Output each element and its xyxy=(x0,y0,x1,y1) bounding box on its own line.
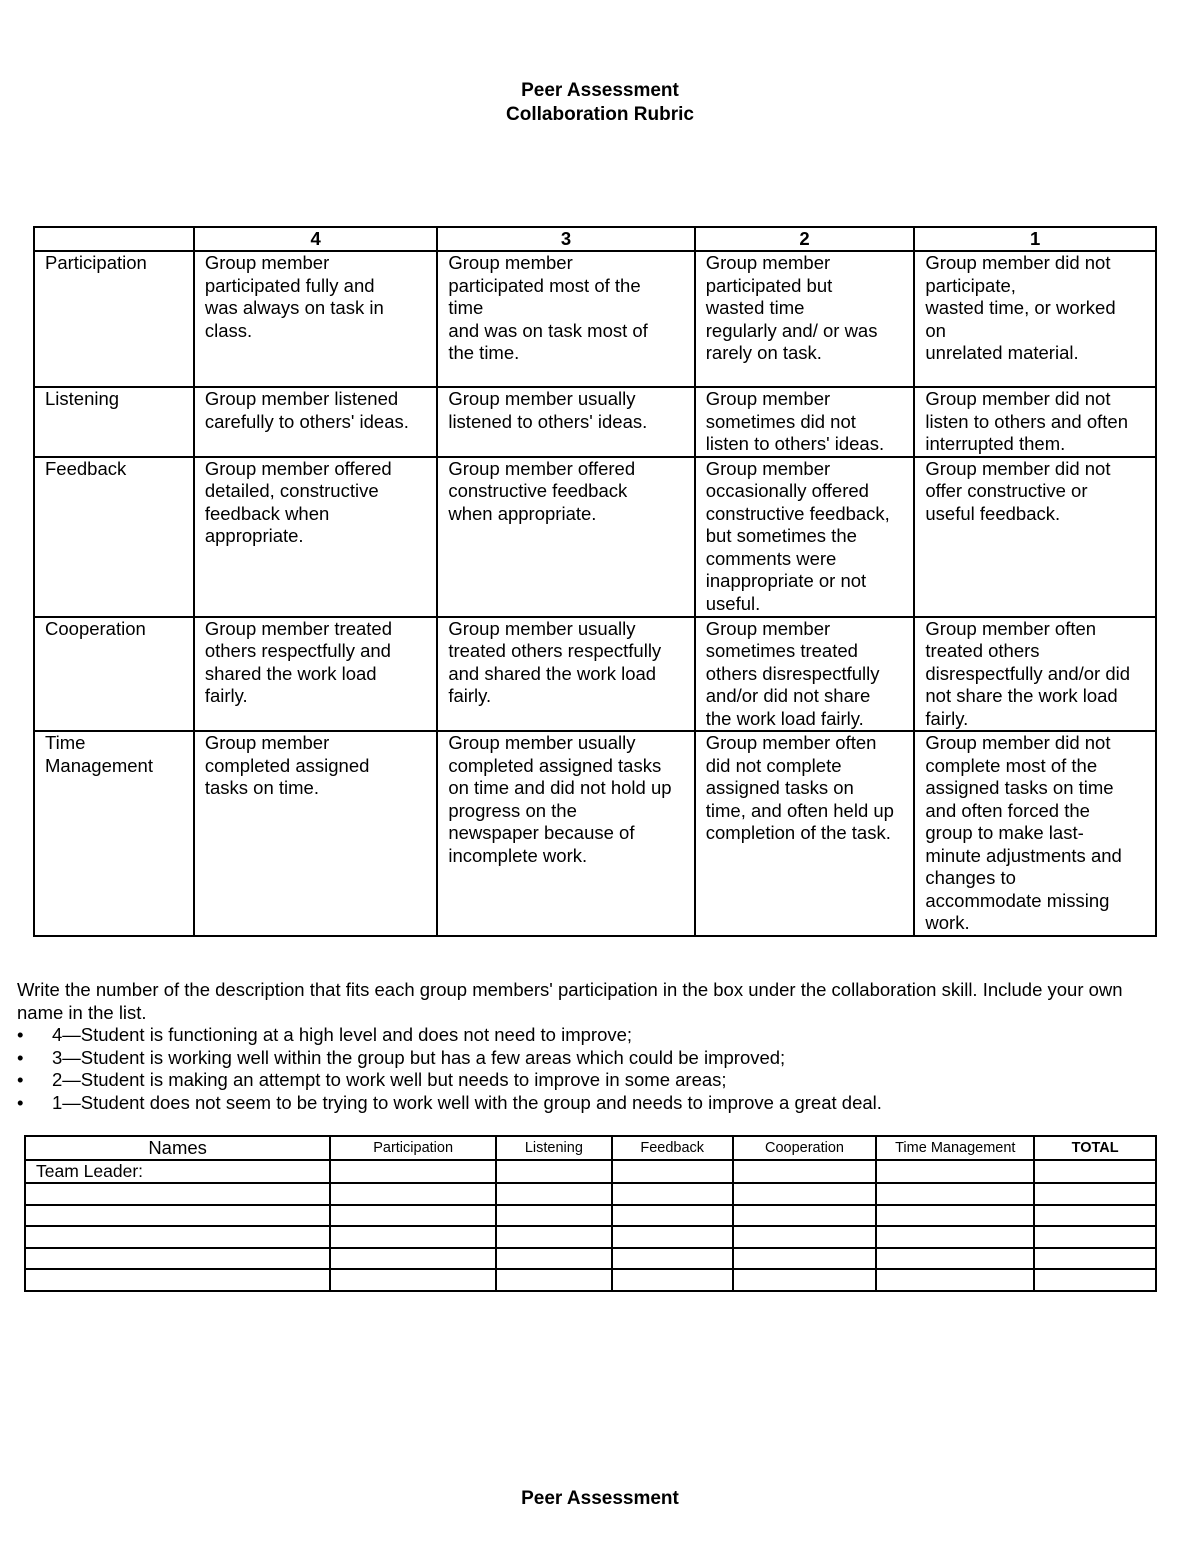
rubric-criterion: Cooperation xyxy=(34,617,194,732)
list-item-text: 3—Student is working well within the group but has a few areas which could be improved; xyxy=(52,1046,786,1068)
rubric-table xyxy=(33,226,1157,937)
page-footer-title: Peer Assessment xyxy=(521,1488,679,1509)
rubric-criterion: Participation xyxy=(34,251,194,387)
name-cell[interactable] xyxy=(25,1226,330,1248)
table-row xyxy=(25,1226,1156,1248)
page-subtitle: Collaboration Rubric xyxy=(506,104,694,125)
score-cell[interactable] xyxy=(330,1248,496,1270)
rubric-row-time-management xyxy=(34,731,1156,936)
bullet-icon: • xyxy=(17,1069,24,1090)
score-cell[interactable] xyxy=(1034,1248,1156,1270)
score-cell[interactable] xyxy=(496,1269,612,1291)
rubric-cell: Group member sometimes treated others disrespectfully and/or did not share the work load fairly. xyxy=(695,617,915,732)
score-cell[interactable] xyxy=(612,1269,733,1291)
rubric-cell: Group member occasionally offered constructive feedback, but sometimes the comments were inappropriate or not useful. xyxy=(695,457,915,617)
score-cell[interactable] xyxy=(330,1269,496,1291)
bullet-icon: • xyxy=(17,1046,24,1068)
score-cell[interactable] xyxy=(330,1226,496,1248)
score-cell[interactable] xyxy=(876,1269,1034,1291)
rubric-cell: Group member offered detailed, constructive feedback when appropriate. xyxy=(194,457,437,617)
score-cell[interactable] xyxy=(1034,1160,1156,1183)
score-table-header xyxy=(25,1136,1156,1160)
rubric-row-listening xyxy=(34,387,1156,457)
score-legend-list xyxy=(17,1024,1167,1114)
column-header-total: TOTAL xyxy=(1034,1136,1156,1160)
rubric-cell: Group member did not participate, wasted time, or worked on unrelated material. xyxy=(914,251,1156,387)
rubric-cell: Group member did not listen to others and often interrupted them. xyxy=(914,387,1156,457)
list-item xyxy=(17,1024,1167,1047)
column-header-participation: Participation xyxy=(330,1136,496,1160)
rubric-cell: Group member did not complete most of the assigned tasks on time and often forced the group to make last- minute adjustments and changes to accommodate missing work. xyxy=(914,731,1156,936)
list-item xyxy=(17,1092,1167,1115)
rubric-row-participation xyxy=(34,251,1156,387)
rubric-header-score: 1 xyxy=(914,227,1156,251)
page-title: Peer Assessment xyxy=(521,80,679,101)
score-table xyxy=(24,1135,1157,1292)
column-header-cooperation: Cooperation xyxy=(733,1136,877,1160)
score-cell[interactable] xyxy=(876,1248,1034,1270)
rubric-header-blank xyxy=(34,227,194,251)
score-cell[interactable] xyxy=(876,1160,1034,1183)
list-item xyxy=(17,1047,1167,1070)
name-cell[interactable] xyxy=(25,1269,330,1291)
rubric-cell: Group member listened carefully to others' ideas. xyxy=(194,387,437,457)
score-cell[interactable] xyxy=(733,1205,877,1227)
score-cell[interactable] xyxy=(1034,1183,1156,1205)
instructions xyxy=(17,979,1167,1114)
column-header-listening: Listening xyxy=(496,1136,612,1160)
table-row xyxy=(25,1248,1156,1270)
rubric-cell: Group member often did not complete assigned tasks on time, and often held up completion of the task. xyxy=(695,731,915,936)
score-cell[interactable] xyxy=(876,1226,1034,1248)
table-row xyxy=(25,1160,1156,1183)
rubric-header-row xyxy=(34,227,1156,251)
list-item-text: 1—Student does not seem to be trying to work well with the group and needs to improve a great deal. xyxy=(52,1091,882,1113)
score-cell[interactable] xyxy=(1034,1269,1156,1291)
score-cell[interactable] xyxy=(330,1183,496,1205)
rubric-row-cooperation xyxy=(34,617,1156,732)
score-cell[interactable] xyxy=(496,1205,612,1227)
score-cell[interactable] xyxy=(733,1248,877,1270)
rubric-criterion: Time Management xyxy=(34,731,194,936)
rubric-cell: Group member participated most of the time and was on task most of the time. xyxy=(437,251,694,387)
list-item-text: 2—Student is making an attempt to work well but needs to improve in some areas; xyxy=(52,1069,727,1090)
rubric-cell: Group member treated others respectfully and shared the work load fairly. xyxy=(194,617,437,732)
score-cell[interactable] xyxy=(496,1248,612,1270)
table-row xyxy=(25,1183,1156,1205)
bullet-icon: • xyxy=(17,1024,24,1045)
rubric-criterion: Listening xyxy=(34,387,194,457)
rubric-cell: Group member participated but wasted time regularly and/ or was rarely on task. xyxy=(695,251,915,387)
score-cell[interactable] xyxy=(330,1205,496,1227)
list-item-text: 4—Student is functioning at a high level and does not need to improve; xyxy=(52,1024,633,1045)
score-cell[interactable] xyxy=(612,1205,733,1227)
score-cell[interactable] xyxy=(612,1248,733,1270)
score-cell[interactable] xyxy=(496,1160,612,1183)
name-cell[interactable] xyxy=(25,1183,330,1205)
column-header-time-management: Time Management xyxy=(876,1136,1034,1160)
rubric-cell: Group member sometimes did not listen to others' ideas. xyxy=(695,387,915,457)
score-cell[interactable] xyxy=(496,1226,612,1248)
bullet-icon: • xyxy=(17,1091,24,1113)
score-cell[interactable] xyxy=(733,1269,877,1291)
rubric-cell: Group member usually treated others respectfully and shared the work load fairly. xyxy=(437,617,694,732)
score-cell[interactable] xyxy=(1034,1205,1156,1227)
score-cell[interactable] xyxy=(612,1183,733,1205)
rubric-cell: Group member usually listened to others' ideas. xyxy=(437,387,694,457)
name-cell[interactable] xyxy=(25,1205,330,1227)
rubric-header-score: 4 xyxy=(194,227,437,251)
score-cell[interactable] xyxy=(876,1183,1034,1205)
score-cell[interactable] xyxy=(612,1226,733,1248)
score-cell[interactable] xyxy=(496,1183,612,1205)
rubric-cell: Group member did not offer constructive or useful feedback. xyxy=(914,457,1156,617)
rubric-header-score: 3 xyxy=(437,227,694,251)
rubric-cell: Group member participated fully and was always on task in class. xyxy=(194,251,437,387)
rubric-row-feedback xyxy=(34,457,1156,617)
column-header-feedback: Feedback xyxy=(612,1136,733,1160)
instructions-intro: Write the number of the description that fits each group members' participation in the box under the collaboration skill. Include your own name in the list. xyxy=(17,979,1123,1023)
rubric-criterion: Feedback xyxy=(34,457,194,617)
list-item xyxy=(17,1069,1167,1092)
score-cell[interactable] xyxy=(733,1226,877,1248)
team-leader-name-cell[interactable]: Team Leader: xyxy=(25,1160,330,1183)
table-row xyxy=(25,1269,1156,1291)
score-cell[interactable] xyxy=(876,1205,1034,1227)
rubric-cell: Group member offered constructive feedback when appropriate. xyxy=(437,457,694,617)
rubric-cell: Group member often treated others disrespectfully and/or did not share the work load fairly. xyxy=(914,617,1156,732)
name-cell[interactable] xyxy=(25,1248,330,1270)
rubric-cell: Group member usually completed assigned tasks on time and did not hold up progress on the newspaper because of incomplete work. xyxy=(437,731,694,936)
rubric-header-score: 2 xyxy=(695,227,915,251)
score-cell[interactable] xyxy=(1034,1226,1156,1248)
table-row xyxy=(25,1205,1156,1227)
score-cell[interactable] xyxy=(330,1160,496,1183)
rubric-cell: Group member completed assigned tasks on time. xyxy=(194,731,437,936)
column-header-names: Names xyxy=(25,1136,330,1160)
score-cell[interactable] xyxy=(733,1160,877,1183)
score-cell[interactable] xyxy=(612,1160,733,1183)
score-cell[interactable] xyxy=(733,1183,877,1205)
